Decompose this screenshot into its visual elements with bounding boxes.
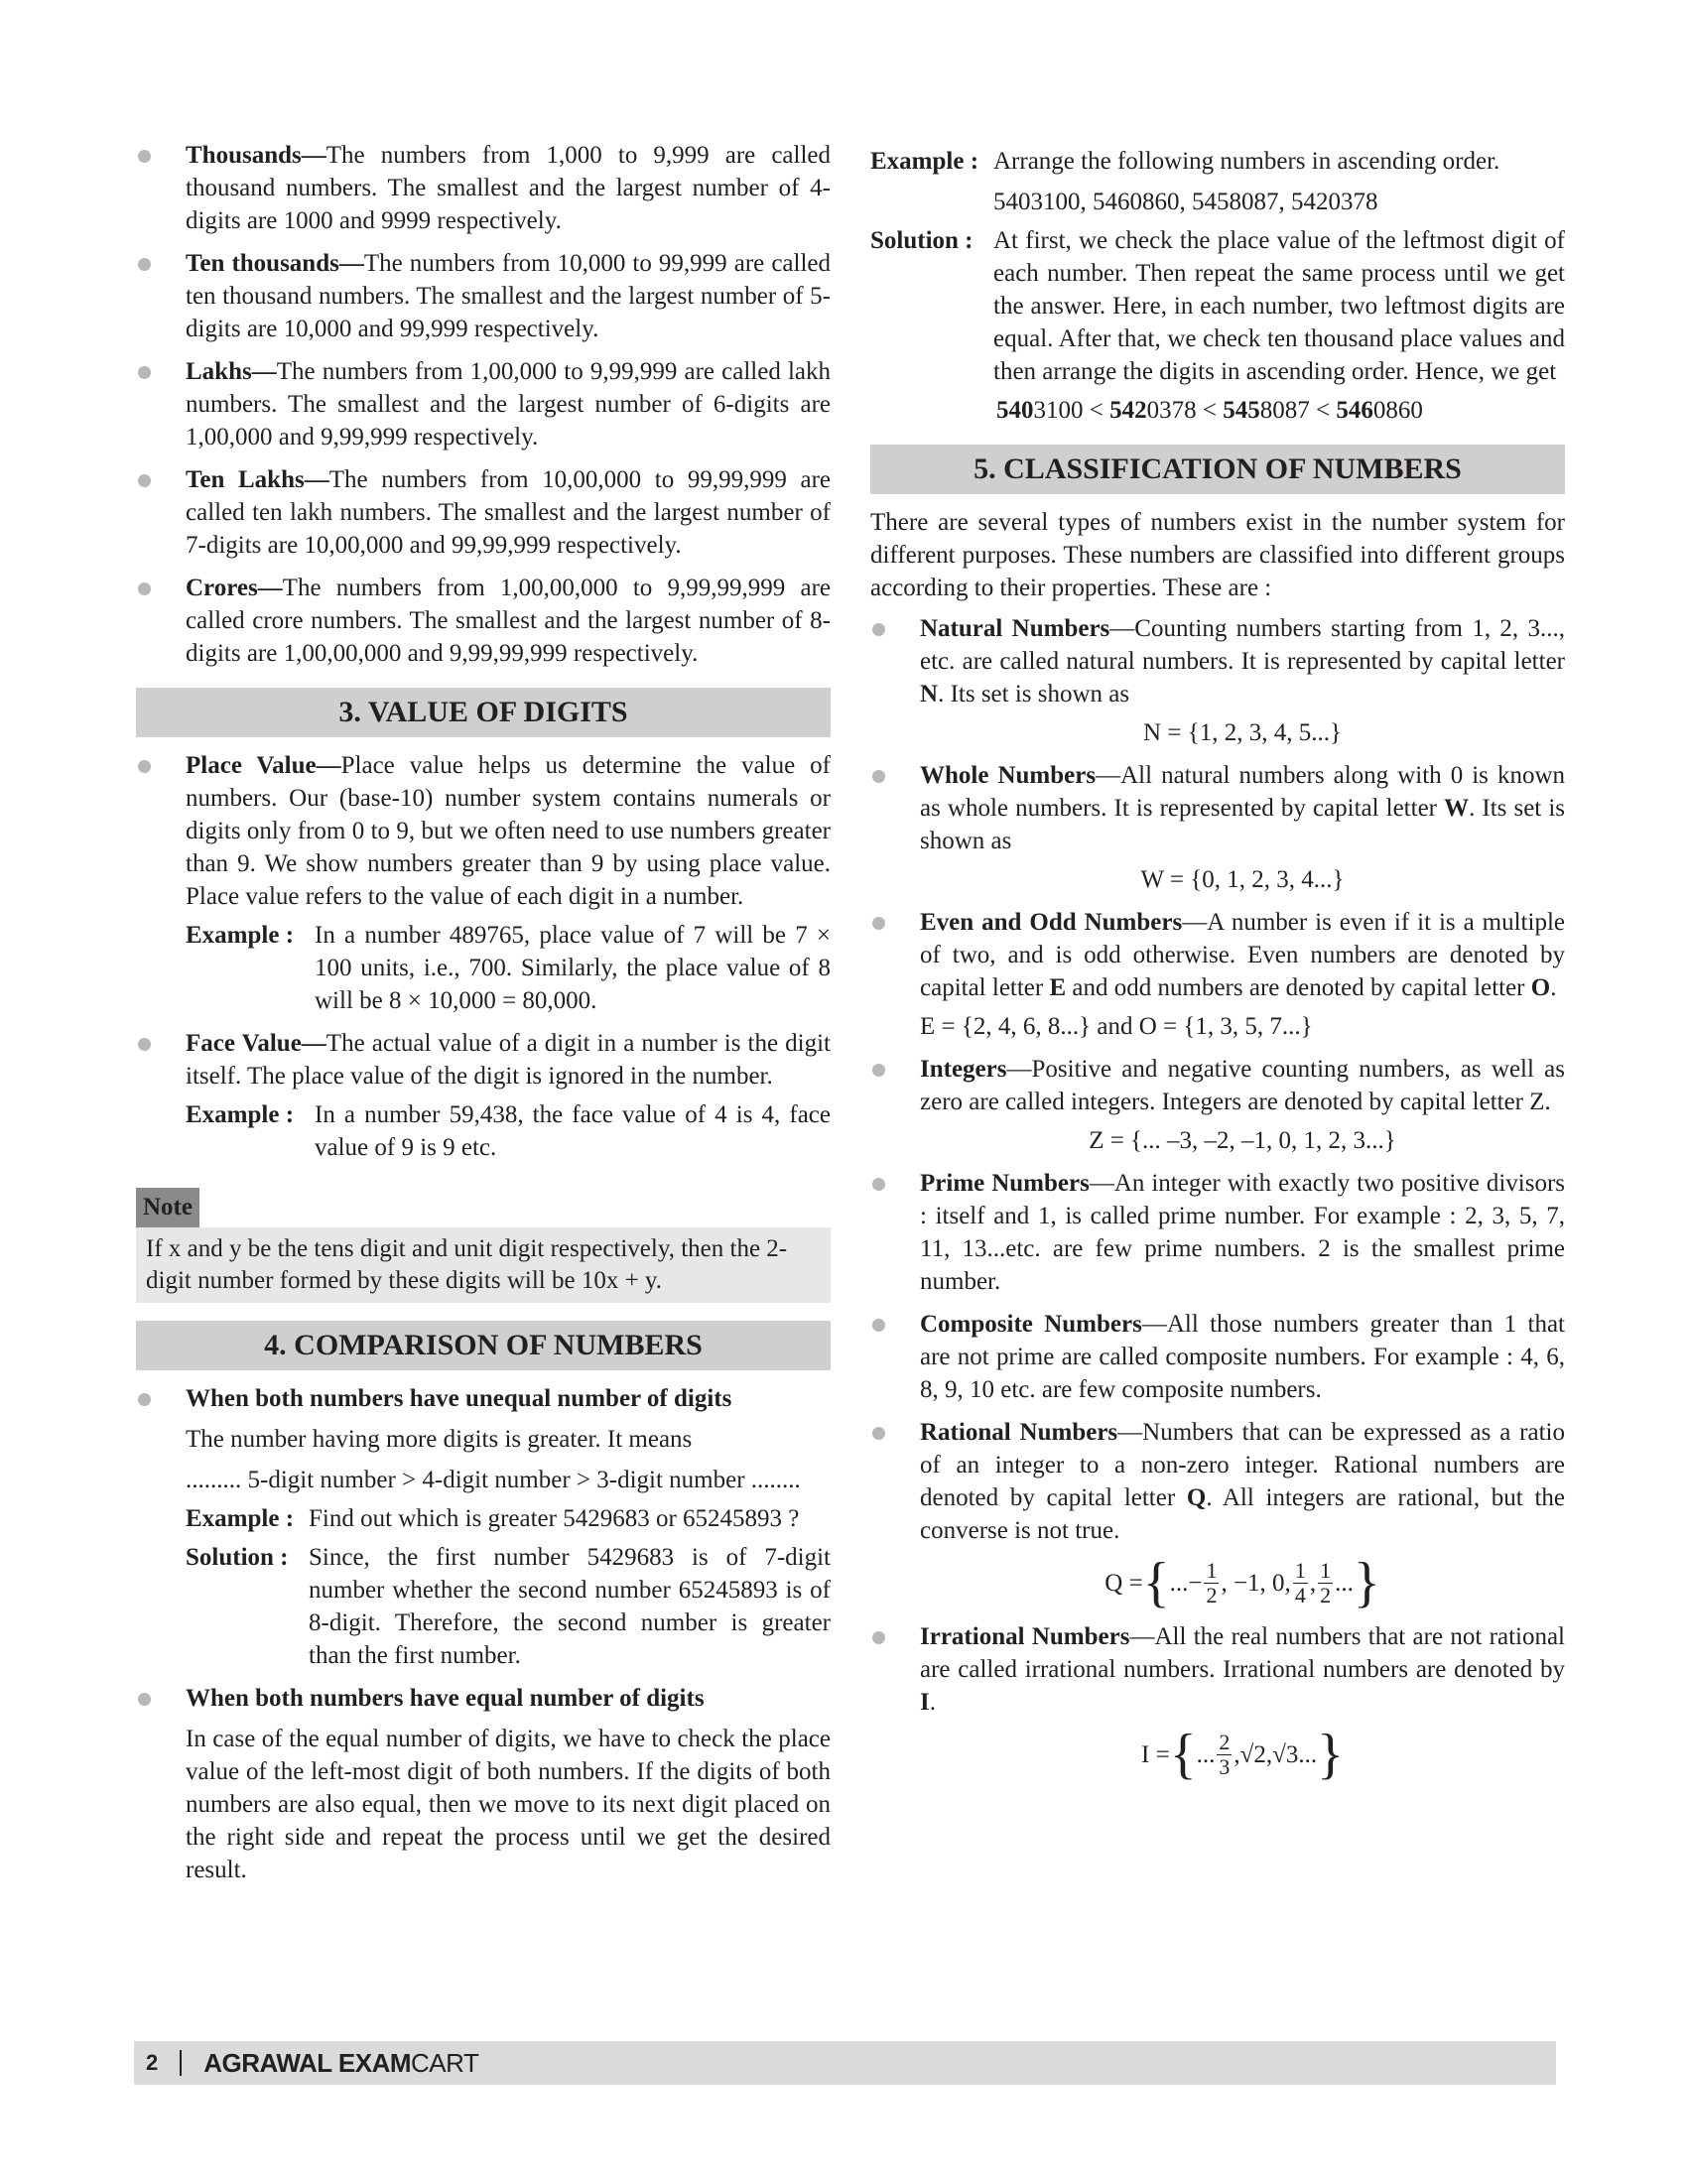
bullet-dot-icon: [138, 1693, 151, 1706]
section-heading-classification: 5. CLASSIFICATION OF NUMBERS: [870, 445, 1565, 494]
note-callout: [136, 1174, 831, 1303]
integers-set: Z = {... –3, –2, –1, 0, 1, 2, 3...}: [1089, 1127, 1396, 1154]
ascending-example: Example : Arrange the following numbers in ascending order. 5403100, 5460860, 5458087, 5420378: [870, 148, 1500, 215]
right-column: [870, 139, 1565, 1792]
bullet-dot-icon: [872, 1427, 885, 1440]
section-heading-value-of-digits: 3. VALUE OF DIGITS: [136, 688, 831, 737]
whole-set: W = {0, 1, 2, 3, 4...}: [1140, 866, 1345, 893]
bullet-dot-icon: [138, 760, 151, 773]
bullet-dot-icon: [872, 1178, 885, 1191]
bullet-integers: Integers—Positive and negative counting numbers, as well as zero are called integers. Integers are denoted by capital letter Z. Z = {... –3, –2, –1, 0, 1, 2, 3...}: [870, 1053, 1565, 1157]
page-footer: [134, 2041, 1556, 2085]
bullet-natural-numbers: Natural Numbers—Counting numbers starting from 1, 2, 3..., etc. are called natural numbers. It is represented by capital letter N. Its set is shown as N = {1, 2, 3, 4, 5...}: [870, 612, 1565, 749]
face-value-example: Example : In a number 59,438, the face value of 4 is 4, face value of 9 is 9 etc.: [186, 1101, 831, 1161]
bullet-lakhs: Lakhs—The numbers from 1,00,000 to 9,99,999 are called lakh numbers. The smallest and the largest number of 6-digits are 1,00,000 and 9,99,999 respectively.: [136, 355, 831, 453]
bullet-composite-numbers: Composite Numbers—All those numbers greater than 1 that are not prime are called composite numbers. For example : 4, 6, 8, 9, 10 etc. are few composite numbers.: [870, 1308, 1565, 1406]
place-value-example: Example : In a number 489765, place value of 7 will be 7 × 100 units, i.e., 700. Similarly, the place value of 8 will be 8 × 10,000 = 80,000.: [186, 922, 831, 1014]
fraction-one-half: $\frac{1}{2}$: [1320, 1557, 1332, 1607]
note-text: If x and y be the tens digit and unit digit respectively, then the 2-digit number formed by these digits will be 10x + y.: [136, 1227, 831, 1303]
ascending-solution: Solution : At first, we check the place value of the leftmost digit of each number. Then repeat the same process until we get the answer. Here, in each number, two leftmost digits are equal. After that, we check ten thousand place values and then arrange the digits in ascending order. Hence, we get: [870, 227, 1565, 385]
bullet-place-value: Place Value—Place value helps us determine the value of numbers. Our (base-10) number system contains numerals or digits only from 0 to 9, but we often need to use numbers greater than 9. We show numbers greater than 9 by using place value. Place value refers to the value of each digit in a number. Example : In a number 489765, place value of 7 will be 7 × 100 units, i.e., 700. Similarly, the place value of 8 will be 8 × 10,000 = 80,000.: [136, 749, 831, 1017]
note-label: Note: [136, 1188, 199, 1227]
comparison-example: Example : Find out which is greater 5429683 or 65245893 ?: [186, 1505, 800, 1532]
fraction-one-quarter: $\frac{1}{4}$: [1294, 1557, 1306, 1607]
bullet-dot-icon: [872, 623, 885, 636]
even-odd-set: E = {2, 4, 6, 8...} and O = {1, 3, 5, 7...}: [920, 1013, 1313, 1040]
fraction-two-thirds: $\frac{2}{3}$: [1219, 1729, 1231, 1779]
bullet-dot-icon: [872, 917, 885, 930]
bullet-dot-icon: [138, 150, 151, 163]
bullet-dot-icon: [872, 770, 885, 783]
bullet-rational-numbers: Rational Numbers—Numbers that can be expressed as a ratio of an integer to a non-zero integer. Rational numbers are denoted by capital letter Q. All integers are rational, but the converse is not true. Q = { ...− $\frac{1}{2}$ , −1, 0, $\frac{1}{4}$ , $\frac{1}{2}$ ... }: [870, 1416, 1565, 1610]
bullet-dot-icon: [872, 1631, 885, 1644]
bullet-prime-numbers: Prime Numbers—An integer with exactly two positive divisors : itself and 1, is called prime number. For example : 2, 3, 5, 7, 11, 13...etc. are few prime numbers. 2 is the smallest prime number.: [870, 1167, 1565, 1298]
section-heading-comparison: 4. COMPARISON OF NUMBERS: [136, 1321, 831, 1370]
bullet-crores: Crores—The numbers from 1,00,00,000 to 9,99,99,999 are called crore numbers. The smallest and the largest number of 8-digits are 1,00,00,000 and 9,99,99,999 respectively.: [136, 572, 831, 670]
bullet-equal-digits: When both numbers have equal number of digits In case of the equal number of digits, we have to check the place value of the left-most digit of both numbers. If the digits of both numbers are also equal, then we move to its next digit placed on the right side and repeat the process until we get the desired result.: [136, 1682, 831, 1886]
natural-set: N = {1, 2, 3, 4, 5...}: [1143, 719, 1342, 746]
bullet-unequal-digits: When both numbers have unequal number of digits The number having more digits is greater. It means ......... 5-digit number > 4-digit number > 3-digit number ........ Example : Find out which is greater 5429683 or 65245893 ? Solution : Since, the first number 5429683 is of 7-digit number whether the second number 65245893 is of 8-digit. Therefore, the second number is greater than the first number.: [136, 1382, 831, 1672]
bullet-dot-icon: [138, 474, 151, 487]
brand-logo: AGRAWAL EXAMCART: [203, 2047, 479, 2078]
bullet-dot-icon: [138, 1393, 151, 1406]
right-brace: }: [1317, 1724, 1344, 1785]
bullet-dot-icon: [872, 1064, 885, 1077]
bullet-irrational-numbers: Irrational Numbers—All the real numbers that are not rational are called irrational numbers. Irrational numbers are denoted by I. I = { ... $\frac{2}{3}$ , √2 , √3 ... }: [870, 1620, 1565, 1782]
bullet-whole-numbers: Whole Numbers—All natural numbers along with 0 is known as whole numbers. It is represented by capital letter W. Its set is shown as W = {0, 1, 2, 3, 4...}: [870, 759, 1565, 896]
right-brace: }: [1353, 1552, 1380, 1613]
bullet-dot-icon: [138, 1038, 151, 1051]
bullet-dot-icon: [138, 366, 151, 379]
bullet-thousands: Thousands—The numbers from 1,000 to 9,999 are called thousand numbers. The smallest and the largest number of 4-digits are 1000 and 9999 respectively.: [136, 139, 831, 237]
comparison-solution: Solution : Since, the first number 5429683 is of 7-digit number whether the second number 65245893 is of 8-digit. Therefore, the second number is greater than the first number.: [186, 1544, 831, 1669]
bullet-even-odd-numbers: Even and Odd Numbers—A number is even if it is a multiple of two, and is odd otherwise. Even numbers are denoted by capital letter E and odd numbers are denoted by capital letter O. E = {2, 4, 6, 8...} and O = {1, 3, 5, 7...}: [870, 906, 1565, 1043]
fraction-one-half: $\frac{1}{2}$: [1206, 1557, 1218, 1607]
left-brace: {: [1169, 1724, 1197, 1785]
irrational-set-formula: I = { ... $\frac{2}{3}$ , √2 , √3 ... }: [1141, 1724, 1344, 1785]
rational-set-formula: Q = { ...− $\frac{1}{2}$ , −1, 0, $\frac{1}{4}$ , $\frac{1}{2}$ ... }: [1104, 1552, 1380, 1613]
left-column: [136, 139, 831, 1896]
ascending-result: 5403100 < 5420378 < 5458087 < 5460860: [996, 397, 1423, 424]
left-brace: {: [1142, 1552, 1170, 1613]
page-number: 2: [146, 2050, 159, 2075]
footer-divider: [180, 2050, 182, 2076]
classification-intro: There are several types of numbers exist in the number system for different purposes. These numbers are classified into different groups according to their properties. These are :: [870, 509, 1565, 601]
bullet-face-value: Face Value—The actual value of a digit in a number is the digit itself. The place value of the digit is ignored in the number. Example : In a number 59,438, the face value of 4 is 4, face value of 9 is 9 etc.: [136, 1027, 831, 1164]
bullet-ten-thousands: Ten thousands—The numbers from 10,000 to 99,999 are called ten thousand numbers. The smallest and the largest number of 5-digits are 10,000 and 99,999 respectively.: [136, 247, 831, 345]
bullet-ten-lakhs: Ten Lakhs—The numbers from 10,00,000 to 99,99,999 are called ten lakh numbers. The smallest and the largest number of 7-digits are 10,00,000 and 99,99,999 respectively.: [136, 463, 831, 562]
bullet-dot-icon: [138, 582, 151, 595]
bullet-dot-icon: [872, 1319, 885, 1332]
bullet-dot-icon: [138, 258, 151, 271]
